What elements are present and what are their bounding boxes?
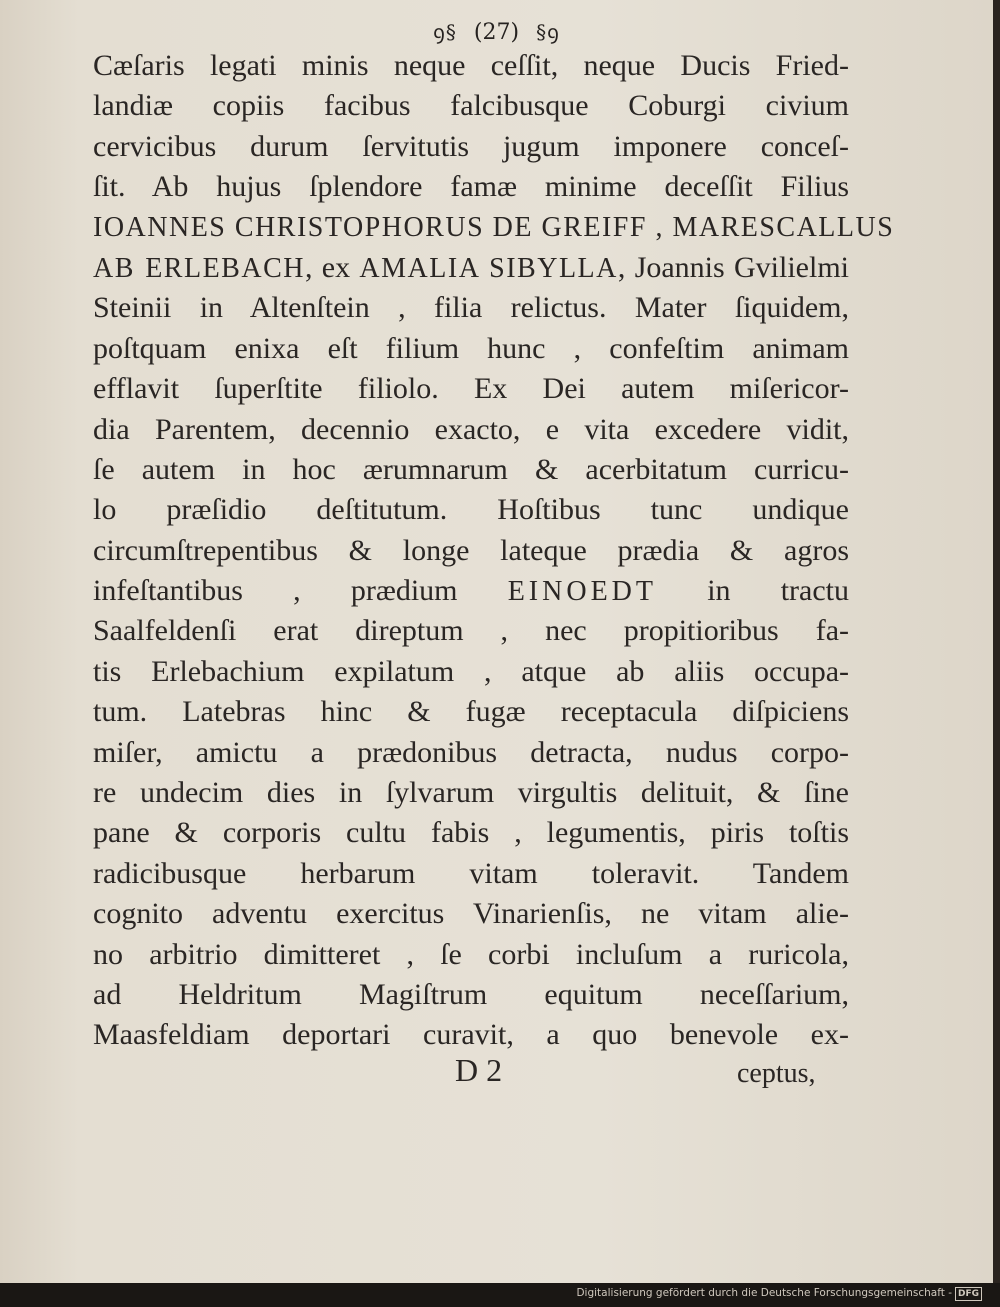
text-line: efflavit ſuperſtite filiolo. Ex Dei autem miſericor-	[93, 372, 849, 406]
text-line: cervicibus durum ſervitutis jugum imponere conceſ-	[93, 129, 849, 163]
page-header	[0, 18, 993, 48]
dfg-logo: DFG	[955, 1287, 982, 1301]
text-line-smallcaps: IOANNES CHRISTOPHORUS DE GREIFF , MARESCALLUS	[93, 211, 895, 243]
text-line: ſit. Ab hujus ſplendore famæ minime deceſſit Filius	[93, 170, 849, 204]
signature-mark: D 2	[455, 1052, 503, 1088]
attribution-bar	[576, 1285, 982, 1301]
text-line: ſe autem in hoc ærumnarum & acerbitatum curricu-	[93, 452, 849, 486]
text-line: circumſtrepentibus & longe lateque prædia & agros	[93, 533, 849, 567]
text-line-mixed	[93, 571, 849, 611]
text-line: tum. Latebras hinc & fugæ receptacula diſpiciens	[93, 695, 849, 729]
text-line: Maasfeldiam deportari curavit, a quo benevole ex-	[93, 1018, 849, 1052]
text-fragment: infeſtantibus , prædium	[93, 574, 458, 608]
text-line: cognito adventu exercitus Vinarienſis, ne vitam alie-	[93, 897, 849, 931]
text-line: pane & corporis cultu fabis , legumentis, piris toſtis	[93, 816, 849, 850]
text-line-mixed	[93, 248, 849, 288]
header-ornament-right: §ꝯ	[536, 20, 560, 44]
text-line: no arbitrio dimitteret , ſe corbi incluſum a ruricola,	[93, 937, 849, 971]
place-einoedt: EINOEDT	[507, 576, 657, 608]
text-line: Steinii in Altenſtein , filia relictus. Mater ſiquidem,	[93, 291, 849, 325]
text-line: lo præſidio deſtitutum. Hoſtibus tunc undique	[93, 493, 849, 527]
text-line: dia Parentem, decennio exacto, e vita excedere vidit,	[93, 412, 849, 446]
text-fragment: in tractu	[707, 574, 849, 608]
page-edge	[993, 0, 1000, 1283]
name-amalia-sibylla: AMALIA SIBYLLA	[359, 252, 618, 284]
text-line: radicibusque herbarum vitam toleravit. Tandem	[93, 856, 849, 890]
text-line: Cæſaris legati minis neque ceſſit, neque Ducis Fried-	[93, 49, 849, 82]
text-line: miſer, amictu a prædonibus detracta, nudus corpo-	[93, 735, 849, 769]
text-line: Saalfeldenſi erat direptum , nec propitioribus fa-	[93, 614, 849, 648]
text-line: re undecim dies in ſylvarum virgultis delituit, & ſine	[93, 776, 849, 810]
attribution-text: Digitalisierung gefördert durch die Deutsche Forschungsgemeinschaft -	[576, 1287, 952, 1299]
text-fragment: , Joannis Gvilielmi	[617, 250, 849, 284]
text-line: ad Heldritum Magiſtrum equitum neceſſarium,	[93, 977, 849, 1011]
text-fragment: , ex	[304, 250, 351, 284]
name-erlebach: AB ERLEBACH	[93, 252, 305, 284]
page-number: (27)	[473, 20, 520, 45]
text-line: landiæ copiis facibus falcibusque Coburgi civium	[93, 89, 849, 123]
catchword: ceptus,	[737, 1058, 816, 1089]
text-line: poſtquam enixa eſt filium hunc , confeſtim animam	[93, 331, 849, 365]
header-ornament-left: ꝯ§	[433, 20, 457, 44]
text-line: tis Erlebachium expilatum , atque ab aliis occupa-	[93, 654, 849, 688]
body-text	[93, 46, 895, 1056]
